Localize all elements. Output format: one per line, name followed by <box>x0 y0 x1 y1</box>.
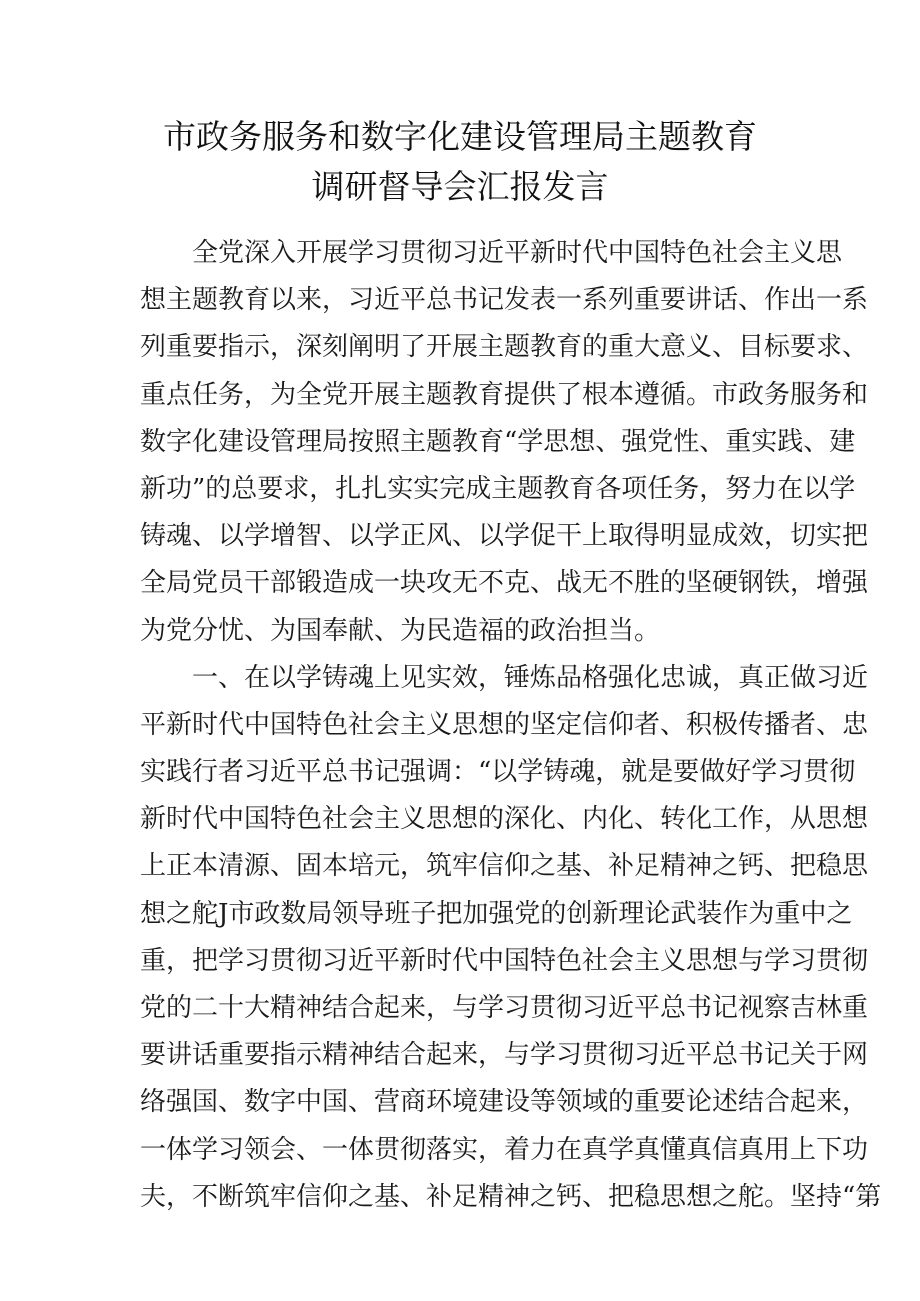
body-line: 全党深入开展学习贯彻习近平新时代中国特色社会主义思 <box>192 238 843 268</box>
document-body <box>140 230 882 1221</box>
body-line: 铸魂、以学增智、以学正风、以学促干上取得明显成效，切实把 <box>140 521 869 552</box>
body-line: 列重要指示，深刻阐明了开展主题教育的重大意义、目标要求、 <box>140 332 869 363</box>
body-line: 重，把学习贯彻习近平新时代中国特色社会主义思想与学习贯彻 <box>140 945 869 976</box>
body-line: 全局党员干部锻造成一块攻无不克、战无不胜的坚硬钢铁，增强 <box>140 568 869 599</box>
body-line: 要讲话重要指示精神结合起来，与学习贯彻习近平总书记关于网 <box>140 1040 869 1071</box>
title-line-2: 调研督导会汇报发言 <box>311 167 609 206</box>
body-line: 重点任务，为全党开展主题教育提供了根本遵循。市政务服务和 <box>140 379 869 410</box>
title-line-1: 市政务服务和数字化建设管理局主题教育 <box>163 117 757 156</box>
body-line: 实践行者习近平总书记强调：“以学铸魂，就是要做好学习贯彻 <box>140 757 856 788</box>
body-line: 一体学习领会、一体贯彻落实，着力在真学真懂真信真用上下功 <box>140 1134 869 1165</box>
body-line: 络强国、数字中国、营商环境建设等领域的重要论述结合起来， <box>140 1087 869 1118</box>
body-line: 上正本清源、固本培元，筑牢信仰之基、补足精神之钙、把稳思 <box>140 851 869 882</box>
body-line: 为党分忧、为国奉献、为民造福的政治担当。 <box>140 615 661 646</box>
body-line: 平新时代中国特色社会主义思想的坚定信仰者、积极传播者、忠 <box>140 709 869 740</box>
body-line: 新功”的总要求，扎扎实实完成主题教育各项任务，努力在以学 <box>140 473 856 504</box>
body-line: 数字化建设管理局按照主题教育“学思想、强党性、重实践、建 <box>140 426 856 457</box>
body-line: 新时代中国特色社会主义思想的深化、内化、转化工作，从思想 <box>140 804 869 835</box>
body-line: 党的二十大精神结合起来，与学习贯彻习近平总书记视察吉林重 <box>140 993 869 1023</box>
body-line: 想主题教育以来，习近平总书记发表一系列重要讲话、作出一系 <box>140 285 869 316</box>
body-line: 夫，不断筑牢信仰之基、补足精神之钙、把稳思想之舵。坚持“第 <box>140 1181 882 1212</box>
body-line: 一、在以学铸魂上见实效，锤炼品格强化忠诚，真正做习近 <box>192 662 869 693</box>
document-title <box>0 112 920 212</box>
body-line: 想之舵J市政数局领导班子把加强党的创新理论武装作为重中之 <box>140 898 853 929</box>
